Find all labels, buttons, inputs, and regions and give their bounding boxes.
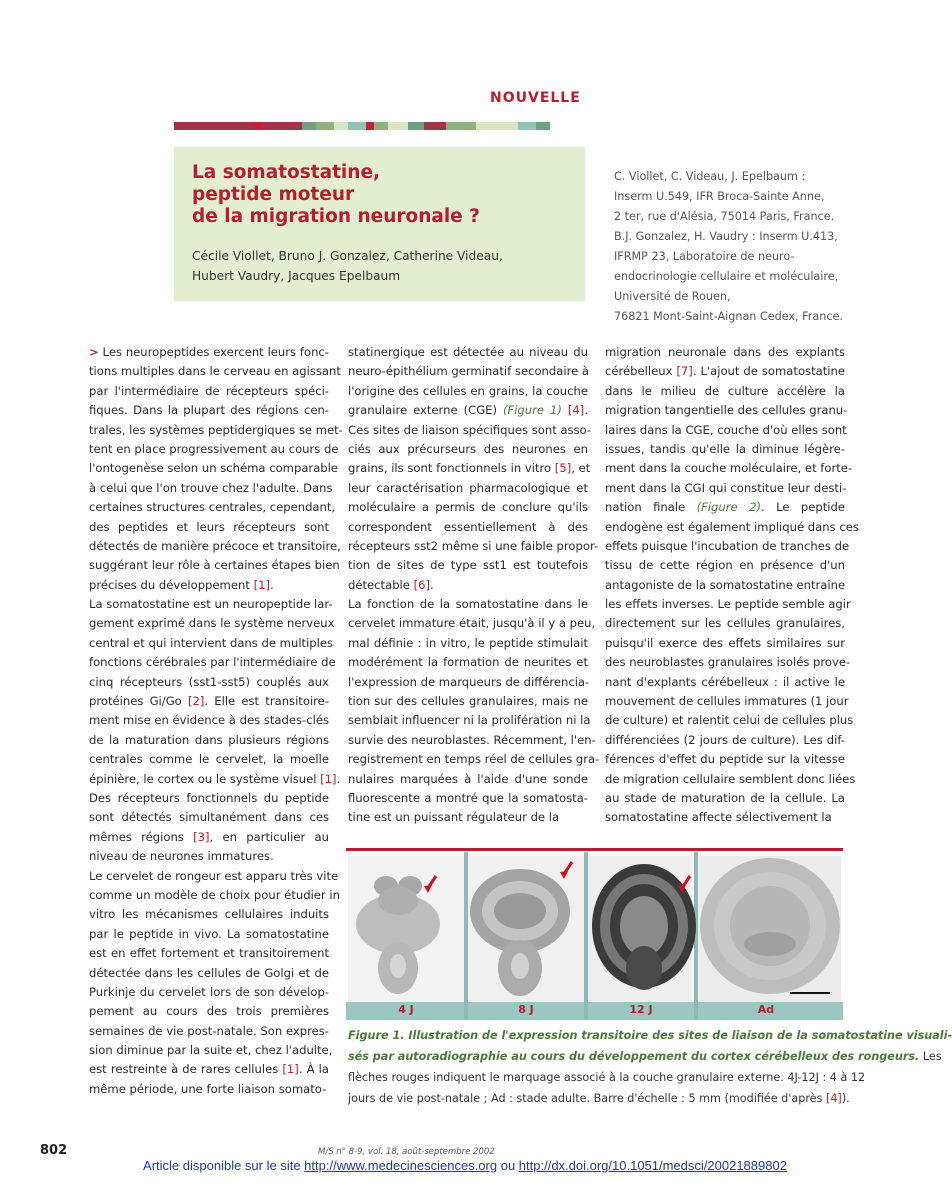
text-line: protéines Gi/Go [2]. Elle est transitoire- (89, 694, 330, 709)
affiliation-line: IFRMP 23, Laboratoire de neuro- (614, 250, 795, 263)
figure-caption (348, 1025, 952, 1109)
text-line: > Les neuropeptides exercent leurs fonc- (89, 345, 329, 359)
text-line: de migration cellulaire semblent donc liées (605, 771, 856, 786)
text-line: La somatostatine est un neuropeptide lar- (89, 597, 333, 612)
body-column-3 (605, 343, 859, 828)
authors (192, 246, 572, 286)
text-line: mouvement de cellules immatures (1 jour (605, 694, 849, 709)
text-line: comme un modèle de choix pour étudier in (89, 887, 340, 902)
text-line: fluorescente a montré que la somatosta- (348, 790, 588, 805)
text-line: grains, ils sont fonctionnels in vitro [5], et (348, 461, 591, 476)
text-line: La fonction de la somatostatine dans le (348, 597, 588, 612)
text-line: est en effet fortement et transitoirement (89, 946, 329, 961)
stripe-segment (254, 122, 262, 130)
stripe-segment (348, 122, 366, 130)
text-line: Ces sites de liaison spécifiques sont asso- (348, 422, 592, 437)
text-line: cinq récepteurs (sst1-sst5) couplés aux (89, 674, 329, 689)
caption-italic: Illustration de l'expression transitoire des sites de liaison de la somatostatine visuali- (404, 1029, 952, 1042)
stripe-segment (518, 122, 536, 130)
autoradiograph-adult (698, 856, 841, 1002)
text-line: directement sur les cellules granulaires, (605, 616, 845, 631)
text-line: ment dans la couche moléculaire, et forte- (605, 461, 853, 476)
text-line: de culture) et ralentit celui de cellules plus (605, 713, 854, 728)
affiliation-line: 76821 Mont-Saint-Aignan Cedex, France. (614, 310, 843, 323)
text-line: au stade de maturation de la cellule. La (605, 790, 845, 805)
text-line: nant d'explants cérébelleux : il active le (605, 674, 845, 689)
text-line: tissu de cette région en présence d'un (605, 558, 845, 573)
text-line: correspondent essentiellement à des (348, 519, 588, 534)
caption-reference[interactable]: [4] (825, 1092, 842, 1105)
text-line: somatostatine affecte sélectivement la (605, 810, 832, 825)
caption-text: flèches rouges indiquent le marquage associé à la couche granulaire externe. 4J-12J : 4 à 12 (348, 1071, 866, 1084)
text-line: même période, une forte liaison somato- (89, 1081, 327, 1096)
stripe-segment (496, 122, 518, 130)
page-number: 802 (40, 1143, 68, 1158)
affiliation-line: Inserm U.549, IFR Broca-Sainte Anne, (614, 190, 825, 203)
autoradiograph-4j (348, 856, 464, 1002)
stripe-segment (366, 122, 374, 130)
text-line: précises du développement [1]. (89, 577, 274, 592)
text-line: registrement en temps réel de cellules gra- (348, 752, 600, 767)
text-line: l'expression de marqueurs de différencia- (348, 674, 590, 689)
caption-prefix: Figure 1. (348, 1029, 405, 1042)
text-line: semblait influencer ni la prolifération ni la (348, 713, 591, 728)
stripe-segment (446, 122, 460, 130)
text-line: dans le milieu de culture accélère la (605, 383, 845, 398)
text-line: semaines de vie post-natale. Son expres- (89, 1023, 329, 1038)
title-line: de la migration neuronale ? (192, 206, 480, 227)
section-label: NOUVELLE (490, 90, 581, 106)
stripe-segment (536, 122, 550, 130)
stripe-segment (262, 122, 282, 130)
text-line: sion diminue par la suite et, chez l'adulte, (89, 1043, 333, 1058)
title-line: La somatostatine, (192, 162, 381, 183)
text-line: nation finale (Figure 2). Le peptide (605, 500, 845, 515)
text-line: laires dans la CGE, couche d'où elles sont (605, 422, 847, 437)
figure-label-12j: 12 J (629, 1003, 653, 1016)
affiliation-line: endocrinologie cellulaire et moléculaire, (614, 270, 839, 283)
affiliation-line: 2 ter, rue d'Alésia, 75014 Paris, France. (614, 210, 835, 223)
text-line: des peptides et leurs récepteurs sont (89, 519, 329, 534)
text-line: tion sur des cellules granulaires, mais ne (348, 694, 588, 709)
text-line: par le peptide in vivo. La somatostatine (89, 926, 329, 941)
stripe-segment (374, 122, 388, 130)
text-line: statinergique est détectée au niveau du (348, 345, 588, 359)
stripe-segment (334, 122, 348, 130)
text-line: des neuroblastes granulaires isolés prove- (605, 655, 851, 670)
affiliations (614, 167, 854, 327)
text-line: cervelet immature était, jusqu'à il y a peu, (348, 616, 596, 631)
text-line: pement au cours des trois premières (89, 1004, 329, 1019)
text-line: issues, tandis qu'elle la diminue légère- (605, 441, 845, 456)
text-line: de la maturation dans plusieurs régions (89, 732, 329, 747)
caption-text: jours de vie post-natale ; Ad : stade adulte. Barre d'échelle : 5 mm (modifiée d'après (348, 1092, 826, 1105)
text-line: épinière, le cortex ou le système visuel [1]. (89, 771, 341, 786)
caption-text: ). (841, 1092, 850, 1105)
text-line: férences d'effet du peptide sur la vitesse (605, 752, 845, 767)
text-line: cérébelleux [7]. L'ajout de somatostatine (605, 364, 845, 379)
text-line: ment dans la CGI qui constitue leur desti- (605, 480, 847, 495)
text-line: détectés de manière précoce et transitoire, (89, 538, 341, 553)
autoradiograph-12j (588, 856, 692, 1002)
stripe-segment (214, 122, 234, 130)
article-title (192, 162, 572, 228)
footer-text: ou (497, 1158, 519, 1173)
doi-link[interactable]: http://dx.doi.org/10.1051/medsci/20021889802 (518, 1158, 787, 1173)
caption-text: Les (919, 1050, 942, 1063)
text-line: les effets inverses. Le peptide semble agir (605, 597, 851, 612)
body-column-1 (89, 343, 343, 1099)
footer-text: Article disponible sur le site (143, 1158, 305, 1173)
text-line: à celui que l'on trouve chez l'adulte. Dans (89, 480, 333, 495)
text-line: gement exprimé dans le système nerveux (89, 616, 335, 631)
text-line: ciés aux précurseurs des neurones en (348, 441, 588, 456)
text-line: ment mise en évidence à des stades-clés (89, 713, 329, 728)
text-line: l'ontogenèse selon un schéma comparable (89, 461, 339, 476)
text-line: leur caractérisation pharmacologique et (348, 480, 588, 495)
text-line: différenciées (2 jours de culture). Les dif- (605, 732, 845, 747)
stripe-segment (316, 122, 334, 130)
text-line: fonctions cérébrales par l'intermédiaire de (89, 655, 336, 670)
stripe-segment (388, 122, 408, 130)
text-line: récepteurs sst2 même si une faible propor- (348, 538, 599, 553)
decorative-color-stripe (174, 122, 586, 130)
caption-italic: sés par autoradiographie au cours du développement du cortex cérébelleux des rongeurs. (348, 1050, 920, 1063)
figure-top-rule (346, 848, 843, 851)
text-line: central et qui intervient dans de multiples (89, 635, 334, 650)
text-line: antagoniste de la somatostatine entraîne (605, 577, 846, 592)
stripe-segment (194, 122, 214, 130)
text-line: nulaires marquées à l'aide d'une sonde (348, 771, 588, 786)
body-column-2 (348, 343, 600, 828)
authors-line: Hubert Vaudry, Jacques Epelbaum (192, 269, 401, 283)
stripe-segment (460, 122, 476, 130)
text-line: tent en place progressivement au cours de (89, 441, 339, 456)
figure-1 (346, 852, 843, 1020)
affiliation-line: B.J. Gonzalez, H. Vaudry : Inserm U.413, (614, 230, 838, 243)
text-line: niveau de neurones immatures. (89, 849, 274, 864)
stripe-segment (234, 122, 254, 130)
site-link[interactable]: http://www.medecinesciences.org (304, 1158, 498, 1173)
text-line: neuro-épithélium germinatif secondaire à (348, 364, 590, 379)
autoradiograph-8j (468, 856, 584, 1002)
text-line: Le cervelet de rongeur est apparu très vite (89, 868, 339, 883)
journal-citation: M/S n° 8-9, vol. 18, août-septembre 2002 (318, 1147, 495, 1157)
text-line: mal définie : in vitro, le peptide stimulait (348, 635, 588, 650)
figure-label-ad: Ad (757, 1003, 775, 1016)
text-line: sont détectés simultanément dans ces (89, 810, 329, 825)
text-line: centrales comme le cervelet, la moelle (89, 752, 329, 767)
availability-footer (0, 1158, 930, 1173)
stripe-segment (282, 122, 302, 130)
affiliation-line: C. Viollet, C. Videau, J. Epelbaum : (614, 170, 806, 183)
text-line: l'origine des cellules en grains, la couche (348, 383, 588, 398)
text-line: Purkinje du cervelet lors de son dévelop- (89, 984, 329, 999)
text-line: trales, les systèmes peptidergiques se met- (89, 422, 343, 437)
text-line: Des récepteurs fonctionnels du peptide (89, 790, 329, 805)
text-line: moléculaire a permis de conclure qu'ils (348, 500, 588, 515)
text-line: granulaire externe (CGE) (Figure 1) [4]. (348, 403, 589, 418)
text-line: mêmes régions [3], en particulier au (89, 829, 329, 844)
text-line: par l'intermédiaire de récepteurs spéci- (89, 383, 329, 398)
text-line: tine est un puissant régulateur de la (348, 810, 560, 825)
text-line: vitro les mécanismes cellulaires induits (89, 907, 329, 922)
stripe-segment (408, 122, 424, 130)
stripe-segment (174, 122, 194, 130)
authors-line: Cécile Viollet, Bruno J. Gonzalez, Catherine Videau, (192, 249, 503, 263)
text-line: est restreinte à de rares cellules [1]. À la (89, 1062, 329, 1077)
text-line: modérément la formation de neurites et (348, 655, 588, 670)
text-line: endogène est également impliqué dans ces (605, 519, 859, 534)
text-line: détectable [6]. (348, 577, 434, 592)
text-line: détectée dans les cellules de Golgi et de (89, 965, 329, 980)
text-line: effets puisque l'incubation de tranches de (605, 538, 850, 553)
text-line: puisqu'il exerce des effets similaires sur (605, 635, 845, 650)
stripe-segment (302, 122, 316, 130)
text-line: survie des neuroblastes. Récemment, l'en- (348, 732, 596, 747)
text-line: migration neuronale dans des explants (605, 345, 845, 359)
text-line: suggérant leur rôle à certaines étapes bien (89, 558, 340, 573)
title-line: peptide moteur (192, 184, 355, 205)
text-line: fiques. Dans la plupart des régions cen- (89, 403, 329, 418)
stripe-segment (424, 122, 446, 130)
affiliation-line: Université de Rouen, (614, 290, 731, 303)
figure-label-4j: 4 J (398, 1003, 414, 1016)
figure-label-8j: 8 J (518, 1003, 534, 1016)
text-line: tions multiples dans le cerveau en agissant (89, 364, 341, 379)
text-line: tion de sites de type sst1 est toutefois (348, 558, 588, 573)
text-line: certaines structures centrales, cependant, (89, 500, 336, 515)
text-line: migration tangentielle des cellules granu- (605, 403, 848, 418)
stripe-segment (476, 122, 496, 130)
